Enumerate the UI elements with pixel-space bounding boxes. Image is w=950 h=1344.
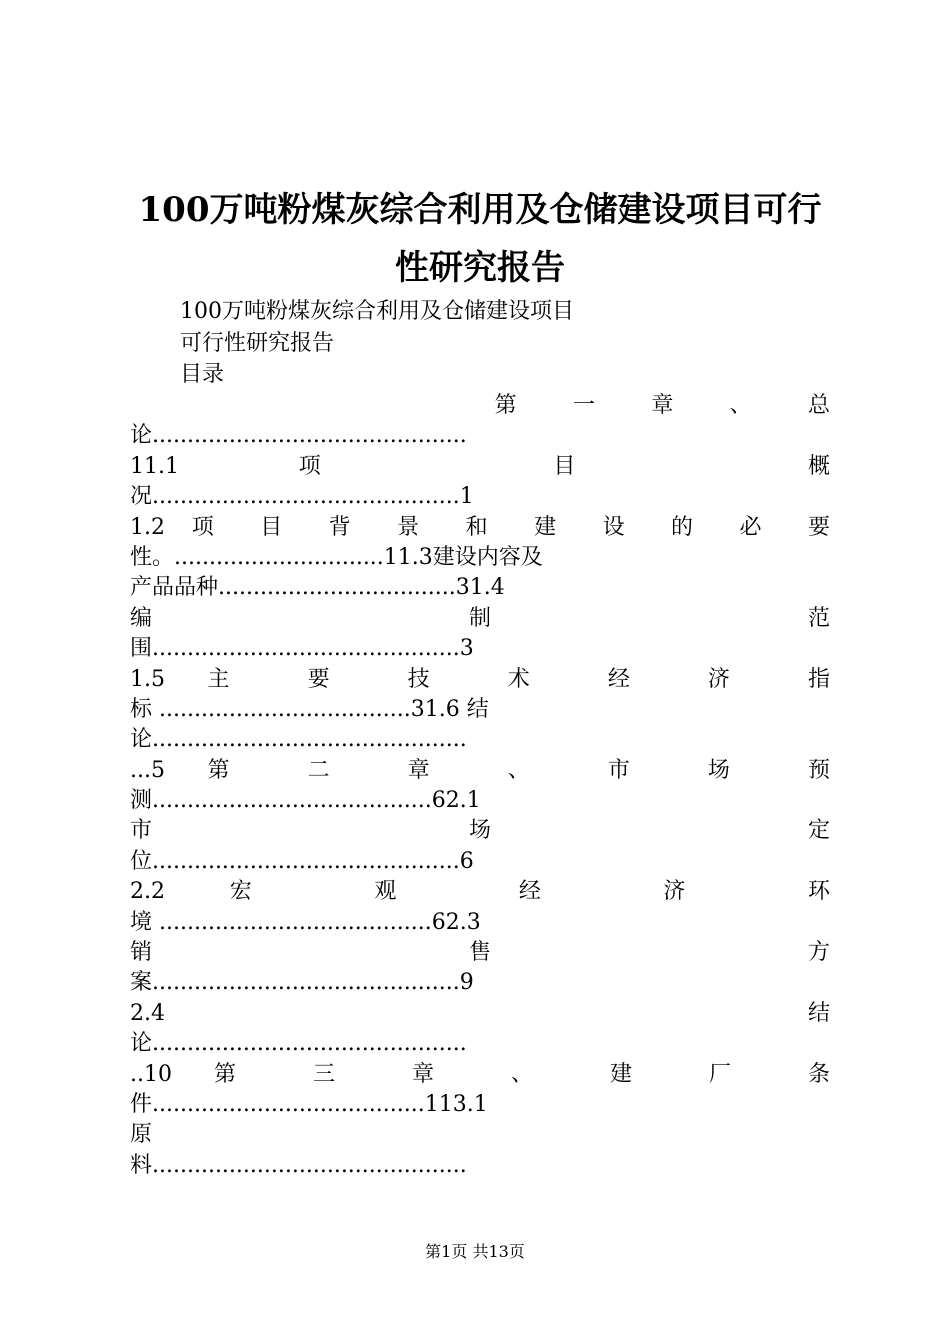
toc-line: 测........................................62.1 xyxy=(130,788,481,814)
toc-line: 编 制 范 xyxy=(130,605,830,631)
toc-line: 论............................................. xyxy=(130,423,467,449)
document-title-line-1: 100万吨粉煤灰综合利用及仓储建设项目可行 xyxy=(138,190,822,230)
toc-line: 1.5 主 要 技 术 经 济 指 xyxy=(130,666,830,692)
toc-line: 料............................................. xyxy=(130,1152,467,1178)
toc-line: 销 售 方 xyxy=(130,940,830,966)
toc-line: 位............................................6 xyxy=(130,848,474,874)
toc-line: 案............................................9 xyxy=(130,970,474,996)
document-title-line-2: 性研究报告 xyxy=(395,248,565,288)
page-footer: 第1页 共13页 xyxy=(425,1242,525,1261)
subtitle-line-1: 100万吨粉煤灰综合利用及仓储建设项目 xyxy=(180,299,574,324)
toc-line: 产品品种..................................31.4 xyxy=(130,575,505,601)
toc-line: ..10 第 三 章 、 建 厂 条 xyxy=(130,1061,830,1087)
toc-line: 原 xyxy=(130,1122,153,1148)
toc-line: 论............................................. xyxy=(130,1031,467,1057)
toc-line: 市 场 定 xyxy=(130,818,830,844)
toc-line: 围............................................3 xyxy=(130,636,474,662)
toc-heading: 目录 xyxy=(180,362,225,387)
toc-line: 2.4 结 xyxy=(130,1000,830,1026)
toc-line: 第 一 章 、 总 xyxy=(470,393,830,418)
toc-line: 境 .......................................62.3 xyxy=(130,909,481,935)
toc-line: 况............................................1 xyxy=(130,484,474,510)
subtitle-line-2: 可行性研究报告 xyxy=(180,331,335,356)
table-of-contents xyxy=(130,391,830,1181)
toc-line: 性。..............................11.3建设内容及 xyxy=(130,544,543,570)
toc-line: 标 ....................................31.6 结 xyxy=(130,696,489,722)
toc-line: 11.1 项 目 概 xyxy=(130,453,830,479)
toc-line: 2.2 宏 观 经 济 环 xyxy=(130,879,830,905)
toc-line: ...5 第 二 章 、 市 场 预 xyxy=(130,757,830,783)
toc-line: 1.2 项 目 背 景 和 建 设 的 必 要 xyxy=(130,514,830,540)
toc-line: 论............................................. xyxy=(130,727,467,753)
toc-line: 件.......................................113.1 xyxy=(130,1091,488,1117)
